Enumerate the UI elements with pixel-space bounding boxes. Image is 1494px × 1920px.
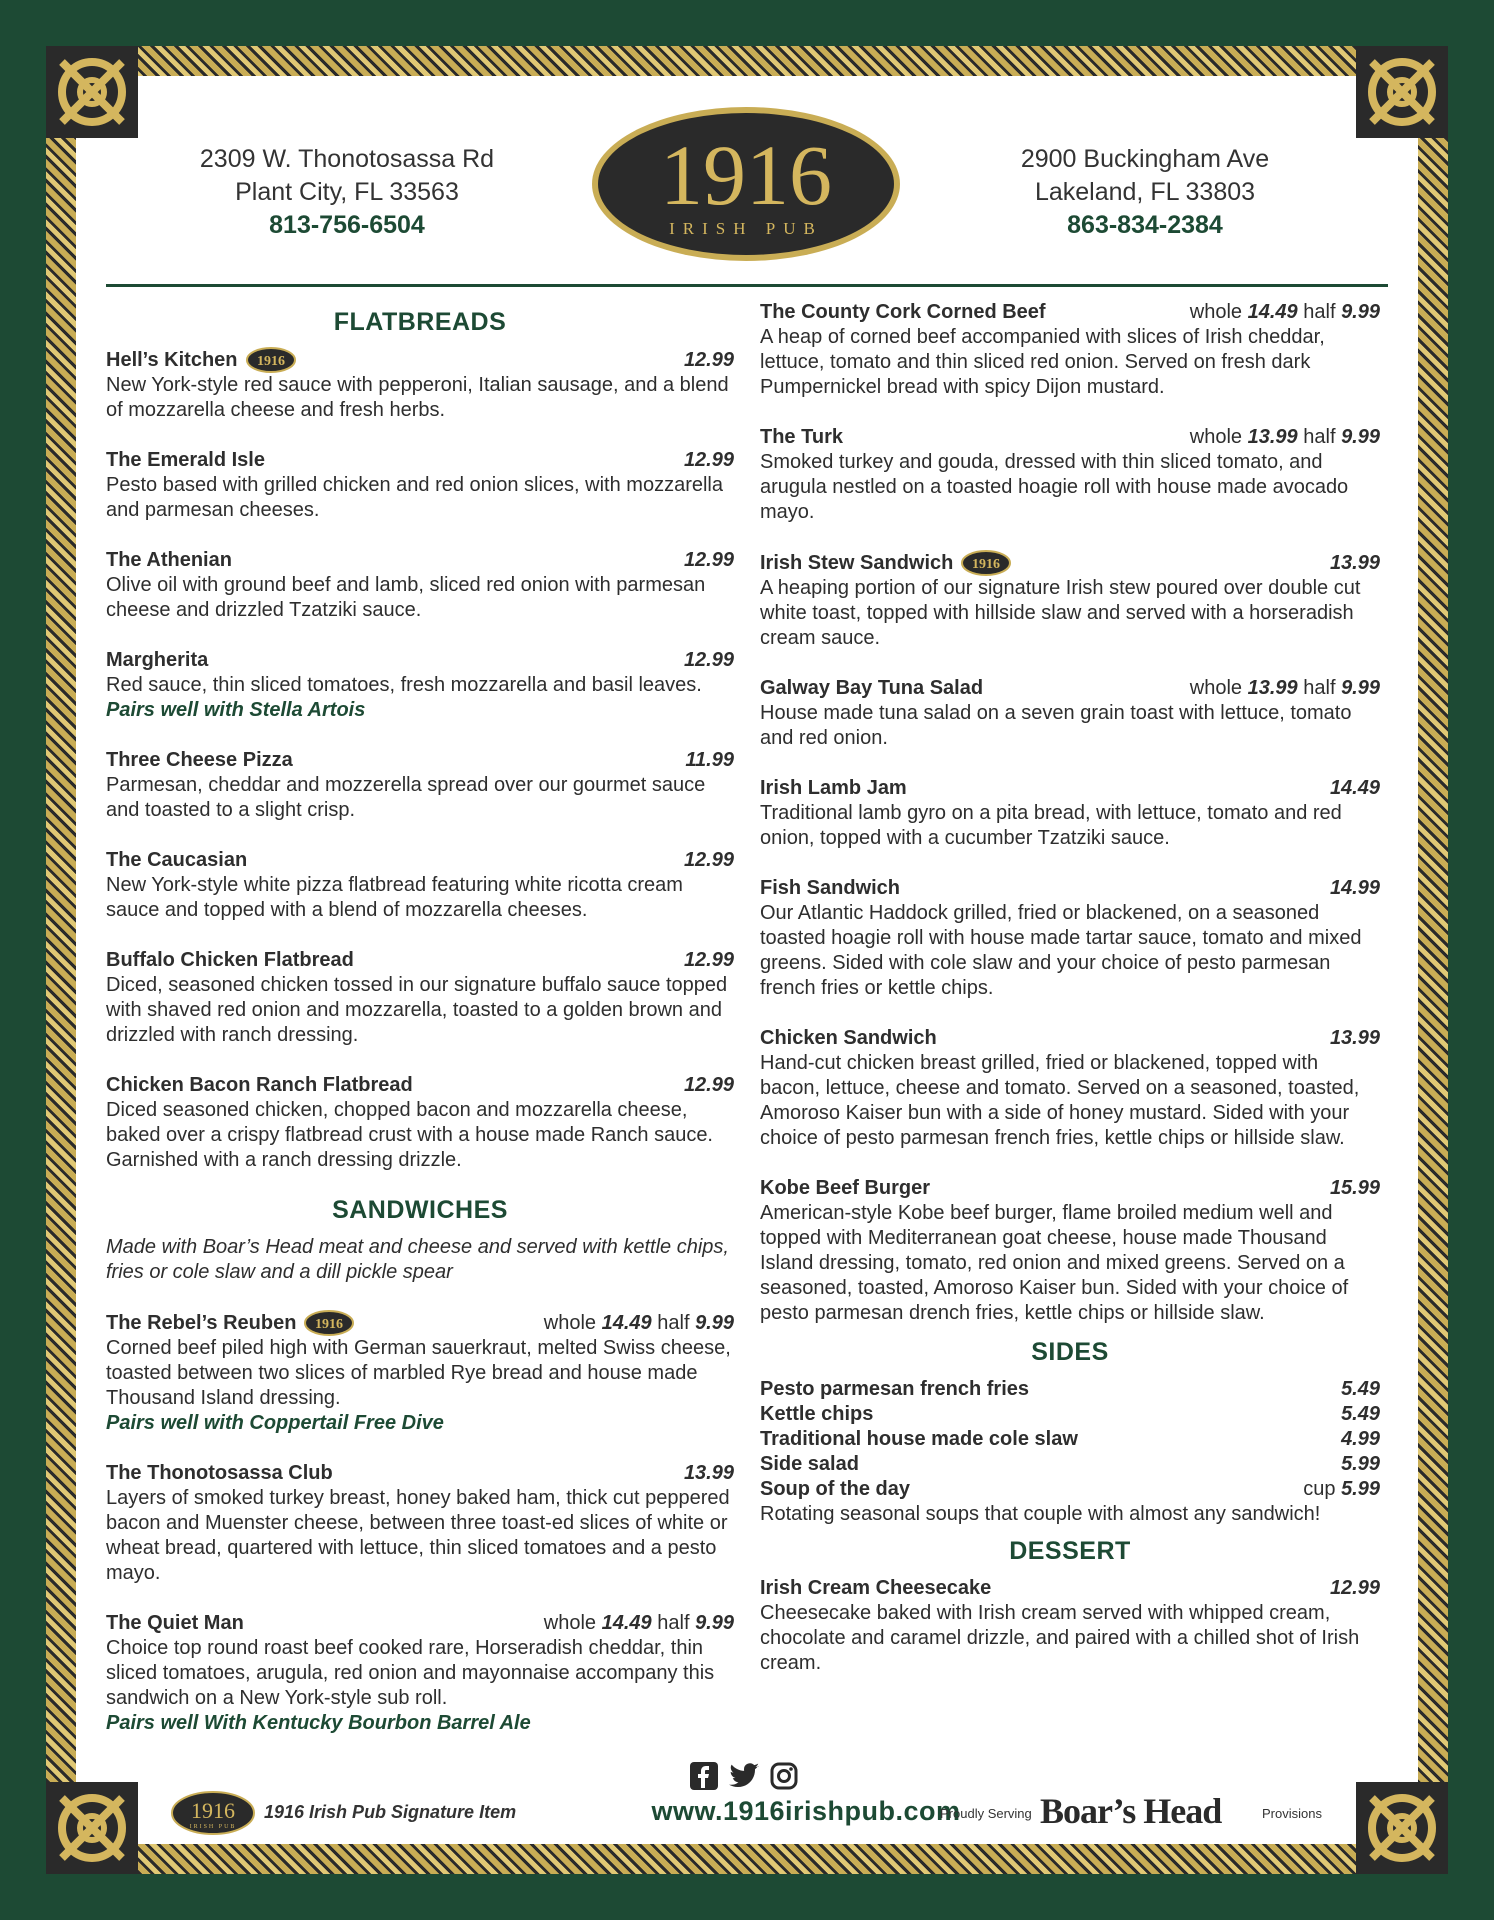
item-description: Red sauce, thin sliced tomatoes, fresh mozzarella and basil leaves.: [106, 674, 702, 696]
beer-pairing: Pairs well with Stella Artois: [106, 699, 366, 721]
item-price: 13.99: [1329, 551, 1380, 574]
signature-legend: 1916 Irish Pub Signature Item: [264, 1802, 517, 1822]
item-name: The Quiet Man: [106, 1612, 244, 1634]
side-price: 5.49: [1341, 1378, 1380, 1400]
side-name: Traditional house made cole slaw: [760, 1428, 1078, 1450]
signature-item-icon: [170, 1790, 256, 1836]
boars-head-logo: Boar’s Head: [1040, 1791, 1222, 1831]
item-price: 12.99: [683, 649, 734, 671]
item-name: Chicken Sandwich: [760, 1027, 937, 1049]
item-price: 12.99: [683, 849, 734, 871]
svg-text:1916: 1916: [256, 354, 285, 369]
item-price: whole 14.49 half 9.99: [1189, 301, 1380, 323]
logo-year: 1916: [660, 127, 832, 223]
menu-item: [106, 1611, 734, 1736]
item-description: Cheesecake baked with Irish cream served with whipped cream, chocolate and caramel drizzle, and paired with a chilled shot of Irish cream.: [760, 1602, 1360, 1674]
menu-item: [760, 776, 1380, 851]
item-price: whole 14.49 half 9.99: [543, 1311, 734, 1334]
item-price: 14.99: [1329, 877, 1380, 899]
plant-city-address: [177, 143, 517, 242]
lakeland-address: [975, 143, 1315, 242]
menu-item: [106, 448, 734, 523]
menu-item: [106, 748, 734, 823]
side-price: 4.99: [1341, 1428, 1380, 1450]
item-description: Layers of smoked turkey breast, honey baked ham, thick cut peppered bacon and Muenster cheese, between three toast-ed slices of white or wheat bread, quartered with lettuce, thin sliced tomatoes and a pesto mayo.: [106, 1487, 730, 1584]
right-column: [760, 300, 1380, 1701]
item-name: Irish Cream Cheesecake: [760, 1577, 992, 1599]
item-description: New York-style red sauce with pepperoni, Italian sausage, and a blend of mozzarella cheese and fresh herbs.: [106, 374, 729, 421]
item-description: Olive oil with ground beef and lamb, sliced red onion with parmesan cheese and drizzled Tzatziki sauce.: [106, 574, 706, 621]
signature-item-icon: [246, 347, 296, 373]
twitter-icon[interactable]: [728, 1762, 760, 1790]
item-description: Pesto based with grilled chicken and red onion slices, with mozzarella and parmesan cheeses.: [106, 474, 723, 521]
footer: [106, 1756, 1388, 1846]
address-line: 2309 W. Thonotosassa Rd: [199, 145, 495, 173]
menu-item: [106, 848, 734, 923]
item-price: whole 14.49 half 9.99: [543, 1612, 734, 1634]
social-links: [690, 1762, 798, 1790]
item-description: Smoked turkey and gouda, dressed with thin sliced tomato, and arugula nestled on a toasted hoagie roll with house made avocado mayo.: [760, 451, 1349, 523]
item-price: 12.99: [1329, 1577, 1380, 1599]
side-name: Pesto parmesan french fries: [760, 1378, 1029, 1400]
side-price: 5.99: [1341, 1453, 1380, 1475]
item-price: 14.49: [1329, 777, 1380, 799]
item-name: Buffalo Chicken Flatbread: [106, 949, 354, 971]
item-description: American-style Kobe beef burger, flame broiled medium well and topped with Mediterranean goat cheese, house made Thousand Island dressing, tomato, red onion and mixed greens. Served on a seasoned, toasted, Amoroso Kaiser bun. Sided with your choice of pesto parmesan drench fries, kettle chips or hillside slaw.: [760, 1202, 1349, 1324]
menu-item: [760, 1026, 1380, 1151]
item-name: The Athenian: [106, 549, 232, 571]
item-name: The County Cork Corned Beef: [760, 301, 1046, 323]
address-line: 2900 Buckingham Ave: [1020, 145, 1270, 173]
section-title-sandwiches: SANDWICHES: [332, 1196, 508, 1224]
menu-item: [760, 1576, 1380, 1676]
item-description: A heap of corned beef accompanied with slices of Irish cheddar, lettuce, tomato and thin sliced red onion. Served on fresh dark Pumpernickel bread with spicy Dijon mustard.: [760, 326, 1325, 398]
item-price: 15.99: [1329, 1177, 1380, 1199]
item-price: 12.99: [683, 549, 734, 571]
menu-item: [760, 550, 1380, 651]
website-link[interactable]: www.1916irishpub.com: [651, 1796, 961, 1826]
item-description: Traditional lamb gyro on a pita bread, with lettuce, tomato and red onion, topped with a cucumber Tzatziki sauce.: [760, 802, 1342, 849]
side-name: Side salad: [760, 1453, 859, 1475]
header-divider: [106, 284, 1388, 287]
section-title-sides: SIDES: [1031, 1338, 1109, 1366]
menu-item: [106, 1073, 734, 1173]
signature-item-icon: [961, 550, 1011, 576]
menu-item: [760, 676, 1380, 751]
side-name: Soup of the day: [760, 1478, 910, 1500]
facebook-icon[interactable]: [690, 1762, 718, 1790]
item-description: Choice top round roast beef cooked rare, Horseradish cheddar, thin sliced tomatoes, arugula, red onion and mayonnaise accompany this sandwich on a New York-style sub roll.: [106, 1637, 715, 1709]
item-price: 12.99: [683, 348, 734, 371]
svg-text:1916: 1916: [972, 557, 1001, 572]
left-column: [106, 300, 734, 1761]
sides-list: [760, 1377, 1380, 1527]
item-price: 12.99: [683, 1074, 734, 1096]
item-price: 12.99: [683, 949, 734, 971]
item-name: The Rebel’s Reuben: [106, 1311, 297, 1334]
sandwiches-note: Made with Boar’s Head meat and cheese and served with kettle chips, fries or cole slaw and a dill pickle spear: [106, 1236, 729, 1283]
item-name: The Emerald Isle: [106, 449, 265, 471]
item-description: A heaping portion of our signature Irish stew poured over double cut white toast, topped with hillside slaw and served with a horseradish cream sauce.: [760, 577, 1361, 649]
section-title-flatbreads: FLATBREADS: [333, 308, 507, 336]
menu-item: [760, 300, 1380, 400]
phone-number[interactable]: 863-834-2384: [1067, 211, 1223, 239]
item-price: 12.99: [683, 449, 734, 471]
item-name: The Caucasian: [106, 849, 248, 871]
item-description: Corned beef piled high with German sauerkraut, melted Swiss cheese, toasted between two slices of marbled Rye bread and house made Thousand Island dressing.: [106, 1337, 731, 1409]
side-price: 5.49: [1341, 1403, 1380, 1425]
pub-logo: [589, 104, 903, 264]
phone-number[interactable]: 813-756-6504: [269, 211, 425, 239]
logo-subtitle: IRISH PUB: [669, 219, 823, 238]
item-price: 13.99: [1329, 1027, 1380, 1049]
item-name: The Thonotosassa Club: [106, 1462, 333, 1484]
item-name: Chicken Bacon Ranch Flatbread: [106, 1074, 413, 1096]
menu-item: [106, 548, 734, 623]
item-description: Parmesan, cheddar and mozzerella spread over our gourmet sauce and toasted to a slight crisp.: [106, 774, 706, 821]
item-name: Galway Bay Tuna Salad: [760, 677, 984, 699]
item-name: Kobe Beef Burger: [760, 1177, 931, 1199]
beer-pairing: Pairs well with Coppertail Free Dive: [106, 1412, 444, 1434]
instagram-icon[interactable]: [770, 1762, 798, 1790]
item-name: Irish Stew Sandwich: [760, 551, 954, 574]
section-title-dessert: DESSERT: [1009, 1537, 1131, 1565]
address-line: Plant City, FL 33563: [235, 178, 459, 206]
item-description: Diced seasoned chicken, chopped bacon and mozzarella cheese, baked over a crispy flatbread crust with a house made Ranch sauce. Garnished with a ranch dressing drizzle.: [106, 1099, 713, 1171]
address-line: Lakeland, FL 33803: [1034, 178, 1256, 206]
celtic-knot-icon: [1356, 46, 1448, 138]
side-price: cup 5.99: [1303, 1478, 1380, 1500]
provisions-label: Provisions: [1262, 1806, 1322, 1821]
item-price: whole 13.99 half 9.99: [1189, 426, 1380, 448]
item-name: Margherita: [106, 649, 209, 671]
menu-item: [760, 876, 1380, 1001]
beer-pairing: Pairs well With Kentucky Bourbon Barrel Ale: [106, 1712, 531, 1734]
item-name: The Turk: [760, 426, 843, 448]
svg-text:IRISH PUB: IRISH PUB: [189, 1824, 237, 1830]
menu-item: [106, 1310, 734, 1436]
item-name: Irish Lamb Jam: [760, 777, 907, 799]
menu-item: [760, 425, 1380, 525]
menu-item: [760, 1176, 1380, 1326]
svg-text:1916: 1916: [191, 1798, 235, 1823]
item-description: New York-style white pizza flatbread featuring white ricotta cream sauce and topped with a blend of mozzarella cheeses.: [106, 874, 683, 921]
signature-item-icon: [304, 1310, 354, 1336]
item-price: 13.99: [683, 1462, 734, 1484]
proudly-serving-label: Proudly Serving: [940, 1806, 1032, 1821]
item-name: Fish Sandwich: [760, 877, 901, 899]
item-description: Diced, seasoned chicken tossed in our signature buffalo sauce topped with shaved red onion and mozzarella, toasted to a golden brown and drizzled with ranch dressing.: [106, 974, 728, 1046]
menu-item: [106, 948, 734, 1048]
item-name: Three Cheese Pizza: [106, 749, 293, 771]
celtic-knot-icon: [46, 46, 138, 138]
svg-text:1916: 1916: [315, 1317, 344, 1332]
menu-item: [106, 1461, 734, 1586]
item-name: Hell’s Kitchen: [106, 348, 238, 371]
side-name: Kettle chips: [760, 1403, 874, 1425]
item-description: Our Atlantic Haddock grilled, fried or blackened, on a seasoned toasted hoagie roll with house made tartar sauce, tomato and mixed greens. Sided with cole slaw and your choice of pesto parmesan french fries or kettle chips.: [760, 902, 1362, 999]
item-price: whole 13.99 half 9.99: [1189, 677, 1380, 699]
menu-item: [106, 347, 734, 423]
menu-item: [106, 648, 734, 723]
item-price: 11.99: [685, 749, 734, 771]
item-description: Hand-cut chicken breast grilled, fried or blackened, topped with bacon, lettuce, cheese and tomato. Served on a seasoned, toasted, Amoroso Kaiser bun with a side of honey mustard. Sided with your choice of pesto parmesan french fries, kettle chips or hillside slaw.: [760, 1052, 1360, 1149]
soup-note: Rotating seasonal soups that couple with almost any sandwich!: [760, 1503, 1321, 1525]
item-description: House made tuna salad on a seven grain toast with lettuce, tomato and red onion.: [760, 702, 1352, 749]
